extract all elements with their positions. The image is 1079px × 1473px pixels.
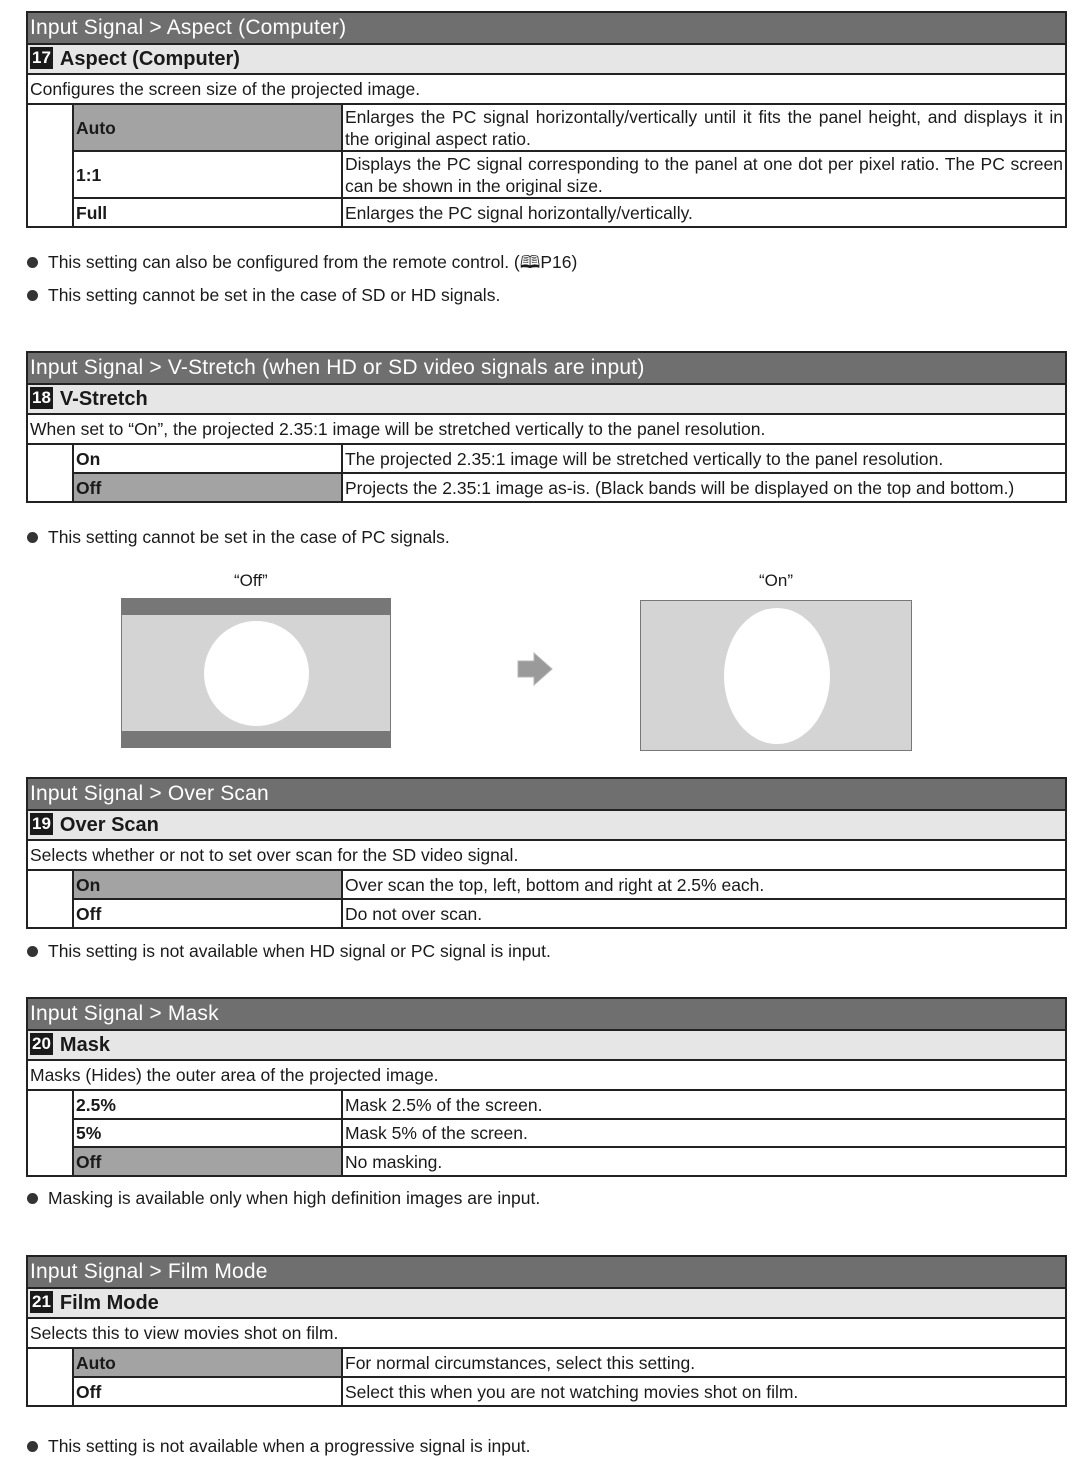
option-row — [28, 1091, 1065, 1119]
option-text: Displays the PC signal corresponding to the panel at one dot per pixel ratio. The PC screen can be shown in the original size. — [342, 151, 1065, 198]
option-text: Mask 5% of the screen. — [342, 1119, 1065, 1147]
option-text: Do not over scan. — [342, 899, 1065, 927]
option-row — [28, 899, 1065, 927]
off-screen-illustration — [121, 598, 391, 748]
item-number-badge: 19 — [32, 813, 51, 833]
section-title-row — [28, 1031, 1065, 1061]
option-label: 2.5% — [73, 1091, 342, 1119]
section-header: Input Signal > Mask — [28, 999, 1065, 1031]
option-label: Auto — [73, 105, 342, 151]
bullet-icon — [27, 257, 38, 268]
indent-cell — [28, 1349, 73, 1405]
note: This setting is not available when HD signal or PC signal is input. — [27, 941, 551, 962]
option-row — [28, 151, 1065, 198]
note: This setting cannot be set in the case of PC signals. — [27, 527, 450, 548]
off-caption: “Off” — [234, 571, 268, 590]
item-number-badge: 21 — [32, 1291, 51, 1311]
section-title-row — [28, 811, 1065, 841]
section-title: V-Stretch — [59, 388, 148, 410]
option-text: Select this when you are not watching movies shot on film. — [342, 1377, 1065, 1405]
option-label: Full — [73, 198, 342, 226]
option-row — [28, 445, 1065, 473]
item-number-badge: 18 — [32, 387, 51, 407]
stretched-ellipse-shape — [724, 608, 830, 744]
indent-cell — [28, 105, 73, 226]
bottom-black-band — [122, 731, 390, 747]
bullet-icon — [27, 290, 38, 301]
on-caption: “On” — [759, 571, 793, 590]
note: Masking is available only when high definition images are input. — [27, 1188, 540, 1209]
options-table — [28, 871, 1065, 927]
option-row — [28, 1119, 1065, 1147]
note: This setting is not available when a progressive signal is input. — [27, 1436, 530, 1457]
section-film-mode — [26, 1255, 1067, 1407]
section-description: When set to “On”, the projected 2.35:1 image will be stretched vertically to the panel resolution. — [28, 415, 1065, 445]
section-description: Configures the screen size of the projected image. — [28, 75, 1065, 105]
option-text: Enlarges the PC signal horizontally/vertically. — [342, 198, 1065, 226]
section-description: Selects whether or not to set over scan for the SD video signal. — [28, 841, 1065, 871]
option-label: Off — [73, 1377, 342, 1405]
item-number-badge: 20 — [32, 1033, 51, 1053]
option-label: Auto — [73, 1349, 342, 1377]
bullet-icon — [27, 532, 38, 543]
section-title: Mask — [59, 1034, 110, 1056]
note: This setting cannot be set in the case of SD or HD signals. — [27, 285, 500, 306]
section-header: Input Signal > V-Stretch (when HD or SD video signals are input) — [28, 353, 1065, 385]
indent-cell — [28, 1091, 73, 1175]
section-aspect-computer — [26, 11, 1067, 228]
top-black-band — [122, 599, 390, 615]
bullet-icon — [27, 1193, 38, 1204]
option-row — [28, 198, 1065, 226]
option-row — [28, 1349, 1065, 1377]
section-title-row — [28, 45, 1065, 75]
bullet-icon — [27, 946, 38, 957]
section-header: Input Signal > Film Mode — [28, 1257, 1065, 1289]
option-label: 5% — [73, 1119, 342, 1147]
section-description: Selects this to view movies shot on film. — [28, 1319, 1065, 1349]
option-row — [28, 871, 1065, 899]
bullet-icon — [27, 1441, 38, 1452]
option-text: Mask 2.5% of the screen. — [342, 1091, 1065, 1119]
option-row — [28, 1147, 1065, 1175]
section-header: Input Signal > Over Scan — [28, 779, 1065, 811]
option-text: For normal circumstances, select this setting. — [342, 1349, 1065, 1377]
section-over-scan — [26, 777, 1067, 929]
option-text: Projects the 2.35:1 image as-is. (Black bands will be displayed on the top and bottom.) — [342, 473, 1065, 501]
section-header: Input Signal > Aspect (Computer) — [28, 13, 1065, 45]
options-table — [28, 1091, 1065, 1175]
options-table — [28, 1349, 1065, 1405]
option-label: 1:1 — [73, 151, 342, 198]
section-title-row — [28, 1289, 1065, 1319]
item-number-badge: 17 — [32, 47, 51, 67]
options-table — [28, 445, 1065, 501]
indent-cell — [28, 871, 73, 927]
section-description: Masks (Hides) the outer area of the projected image. — [28, 1061, 1065, 1091]
section-title: Film Mode — [59, 1292, 159, 1314]
section-v-stretch — [26, 351, 1067, 503]
option-text: No masking. — [342, 1147, 1065, 1175]
option-text: Over scan the top, left, bottom and right at 2.5% each. — [342, 871, 1065, 899]
right-arrow-icon — [516, 650, 556, 688]
option-label: Off — [73, 899, 342, 927]
option-label: Off — [73, 473, 342, 501]
on-screen-illustration — [640, 600, 912, 751]
option-label: On — [73, 445, 342, 473]
option-row — [28, 105, 1065, 151]
section-title: Over Scan — [59, 814, 159, 836]
note: This setting can also be configured from the remote control. (🕮P16) — [27, 250, 577, 280]
option-text: The projected 2.35:1 image will be stretched vertically to the panel resolution. — [342, 445, 1065, 473]
section-mask — [26, 997, 1067, 1177]
option-label: Off — [73, 1147, 342, 1175]
circle-shape — [204, 621, 309, 726]
option-text: Enlarges the PC signal horizontally/vertically until it fits the panel height, and displays it in the original aspect ratio. — [342, 105, 1065, 151]
section-title: Aspect (Computer) — [59, 48, 240, 70]
section-title-row — [28, 385, 1065, 415]
option-row — [28, 1377, 1065, 1405]
indent-cell — [28, 445, 73, 501]
option-row — [28, 473, 1065, 501]
option-label: On — [73, 871, 342, 899]
options-table — [28, 105, 1065, 226]
